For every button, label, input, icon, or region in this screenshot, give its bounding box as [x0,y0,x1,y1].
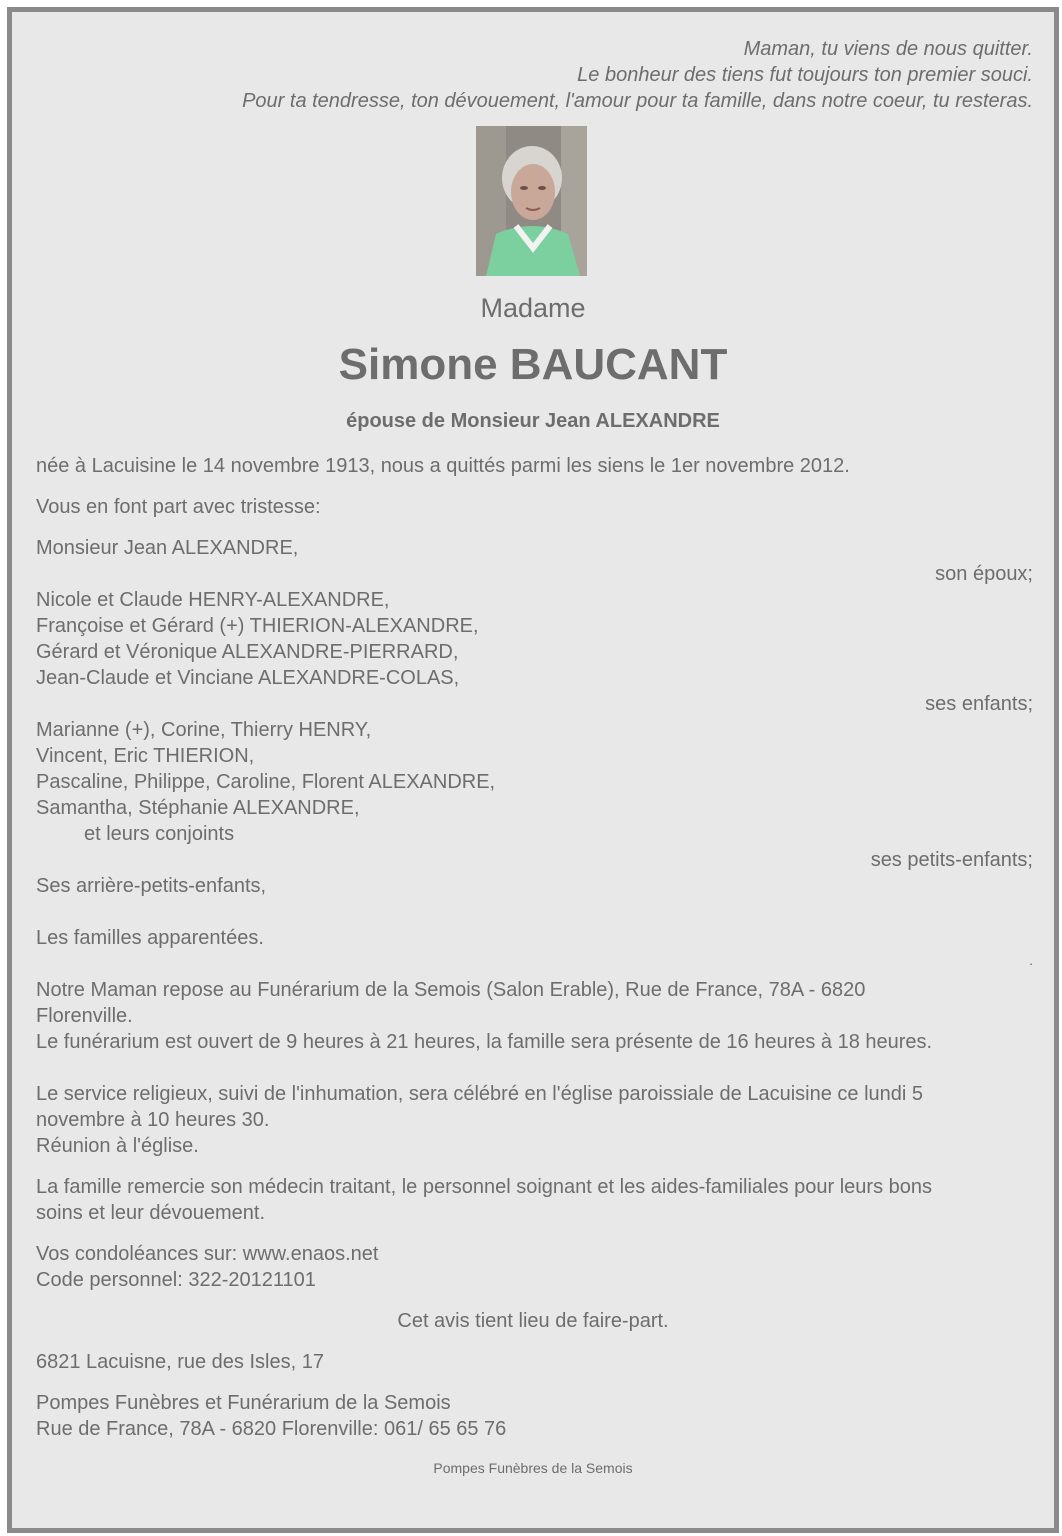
personal-code-line: Code personnel: 322-20121101 [36,1269,316,1291]
grandchild-entry: Vincent, Eric THIERION, [36,745,255,767]
husband-role: son époux; [935,563,1033,585]
great-grandchildren-line: Ses arrière-petits-enfants, [36,875,267,897]
rest-location-line: Notre Maman repose au Funérarium de la Semois (Salon Erable), Rue de France, 78A - 6820 [36,979,866,1001]
funeral-home-address: Rue de France, 78A - 6820 Florenville: 061/ 65 65 76 [36,1418,507,1440]
condolences-line: Vos condoléances sur: www.enaos.net [36,1243,379,1265]
opening-hours-line: Le funérarium est ouvert de 9 heures à 21 heures, la famille sera présente de 16 heures à 18 heures. [36,1031,933,1053]
child-entry: Jean-Claude et Vinciane ALEXANDRE-COLAS, [36,667,460,689]
grandchild-entry: Samantha, Stéphanie ALEXANDRE, [36,797,360,819]
husband-name: Monsieur Jean ALEXANDRE, [36,537,299,559]
service-line: Le service religieux, suivi de l'inhumation, sera célébré en l'église paroissiale de Lacuisine ce lundi 5 [36,1083,924,1105]
rest-location-line: Florenville. [36,1005,133,1027]
grandchild-entry: Marianne (+), Corine, Thierry HENRY, [36,719,372,741]
obituary-frame [7,7,1059,1533]
grandchild-entry: Pascaline, Philippe, Caroline, Florent ALEXANDRE, [36,771,496,793]
deceased-name: Simone BAUCANT [338,340,728,389]
child-entry: Nicole et Claude HENRY-ALEXANDRE, [36,589,390,611]
meeting-line: Réunion à l'église. [36,1135,199,1157]
child-entry: Gérard et Véronique ALEXANDRE-PIERRARD, [36,641,459,663]
announcement-line: Vous en font part avec tristesse: [36,496,321,518]
notice-line: Cet avis tient lieu de faire-part. [397,1310,669,1332]
service-line: novembre à 10 heures 30. [36,1109,270,1131]
obituary-content [12,12,1054,1528]
separator-dot: . [1029,952,1033,968]
portrait-photo [476,126,587,276]
thanks-line: La famille remercie son médecin traitant, le personnel soignant et les aides-familiales pour leurs bons [36,1176,933,1198]
footer-credit: Pompes Funèbres de la Semois [433,1460,633,1476]
portrait-image [476,126,587,276]
families-line: Les familles apparentées. [36,927,264,949]
children-role: ses enfants; [925,693,1033,715]
poem-line: Le bonheur des tiens fut toujours ton premier souci. [577,64,1033,86]
funeral-home-name: Pompes Funèbres et Funérarium de la Semois [36,1392,451,1414]
birth-death-line: née à Lacuisine le 14 novembre 1913, nous a quittés parmi les siens le 1er novembre 2012. [36,455,850,477]
grandchildren-role: ses petits-enfants; [870,849,1033,871]
poem-line: Maman, tu viens de nous quitter. [743,38,1033,60]
poem-line: Pour ta tendresse, ton dévouement, l'amour pour ta famille, dans notre coeur, tu resteras. [242,90,1033,112]
honorific: Madame [480,293,586,323]
child-entry: Françoise et Gérard (+) THIERION-ALEXANDRE, [36,615,479,637]
spouse-line: épouse de Monsieur Jean ALEXANDRE [346,410,720,432]
grandchildren-spouses: et leurs conjoints [84,823,235,845]
family-address: 6821 Lacuisne, rue des Isles, 17 [36,1351,324,1373]
thanks-line: soins et leur dévouement. [36,1202,266,1224]
